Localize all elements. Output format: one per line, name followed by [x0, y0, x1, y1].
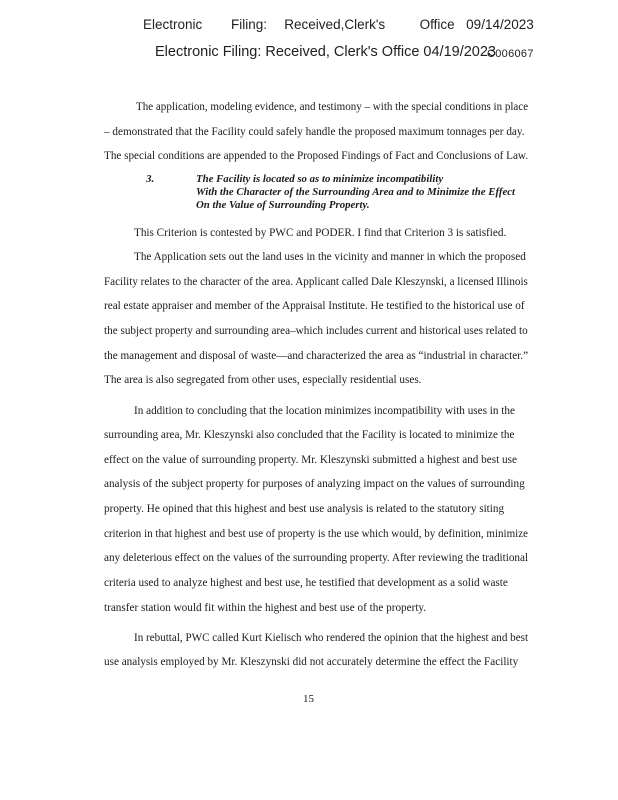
paragraph-5-line-1: In rebuttal, PWC called Kurt Kielisch who rendered the opinion that the highest and best [134, 632, 529, 644]
paragraph-4-line-1: In addition to concluding that the location minimizes incompatibility with uses in the [134, 405, 515, 417]
criterion-heading-number: 3. [146, 173, 155, 185]
paragraph-1-line-1: The application, modeling evidence, and testimony – with the special conditions in place [136, 101, 529, 113]
document-code: C006067 [487, 48, 534, 60]
paragraph-1-line-3: The special conditions are appended to the Proposed Findings of Fact and Conclusions of Law. [104, 150, 529, 162]
paragraph-5-line-2: use analysis employed by Mr. Kleszynski did not accurately determine the effect the Facility [104, 656, 519, 668]
paragraph-2-line-1: This Criterion is contested by PWC and PODER. I find that Criterion 3 is satisfied. [134, 227, 507, 239]
paragraph-3-line-2: Facility relates to the character of the area. Applicant called Dale Kleszynski, a licensed Illinois [104, 276, 528, 288]
paragraph-4-line-2: surrounding area, Mr. Kleszynski also concluded that the Facility is located to minimize the [104, 429, 515, 441]
paragraph-4-line-4: analysis of the subject property for purposes of analyzing impact on the values of surrounding [104, 478, 525, 490]
criterion-heading-line: The Facility is located so as to minimize incompatibility [196, 173, 444, 185]
paragraph-4-line-9: transfer station would fit within the highest and best use of the property. [104, 602, 427, 614]
paragraph-4-line-5: property. He opined that this highest and best use analysis is related to the statutory siting [104, 503, 505, 515]
paragraph-3-line-3: real estate appraiser and member of the Appraisal Institute. He testified to the historical use of [104, 300, 525, 312]
criterion-heading-line: On the Value of Surrounding Property. [196, 199, 370, 211]
paragraph-4-line-8: criteria used to analyze highest and best use, he testified that development as a solid waste [104, 577, 508, 589]
filing-stamp-current: Electronic Filing: Received,Clerk's Office 09/14/2023 [143, 17, 534, 32]
paragraph-1-line-2: – demonstrated that the Facility could safely handle the proposed maximum tonnages per day. [104, 126, 525, 138]
paragraph-3-line-1: The Application sets out the land uses in the vicinity and manner in which the proposed [134, 251, 526, 263]
criterion-heading-text [196, 173, 515, 212]
paragraph-3-line-5: the management and disposal of waste—and characterized the area as “industrial in character.” [104, 350, 529, 362]
paragraph-3-line-4: the subject property and surrounding area–which includes current and historical uses related to [104, 325, 528, 337]
paragraph-4-line-6: criterion in that highest and best use of property is the use which would, by definition, minimize [104, 528, 529, 540]
page-number: 15 [303, 693, 314, 705]
criterion-heading-line: With the Character of the Surrounding Area and to Minimize the Effect [196, 186, 516, 198]
filing-stamp-original: Electronic Filing: Received, Clerk's Office 04/19/2023 [155, 44, 496, 60]
paragraph-4-line-7: any deleterious effect on the values of the surrounding property. After reviewing the traditional [104, 552, 529, 564]
paragraph-3-line-6: The area is also segregated from other uses, especially residential uses. [104, 374, 422, 386]
paragraph-4-line-3: effect on the value of surrounding property. Mr. Kleszynski submitted a highest and best use [104, 454, 517, 466]
